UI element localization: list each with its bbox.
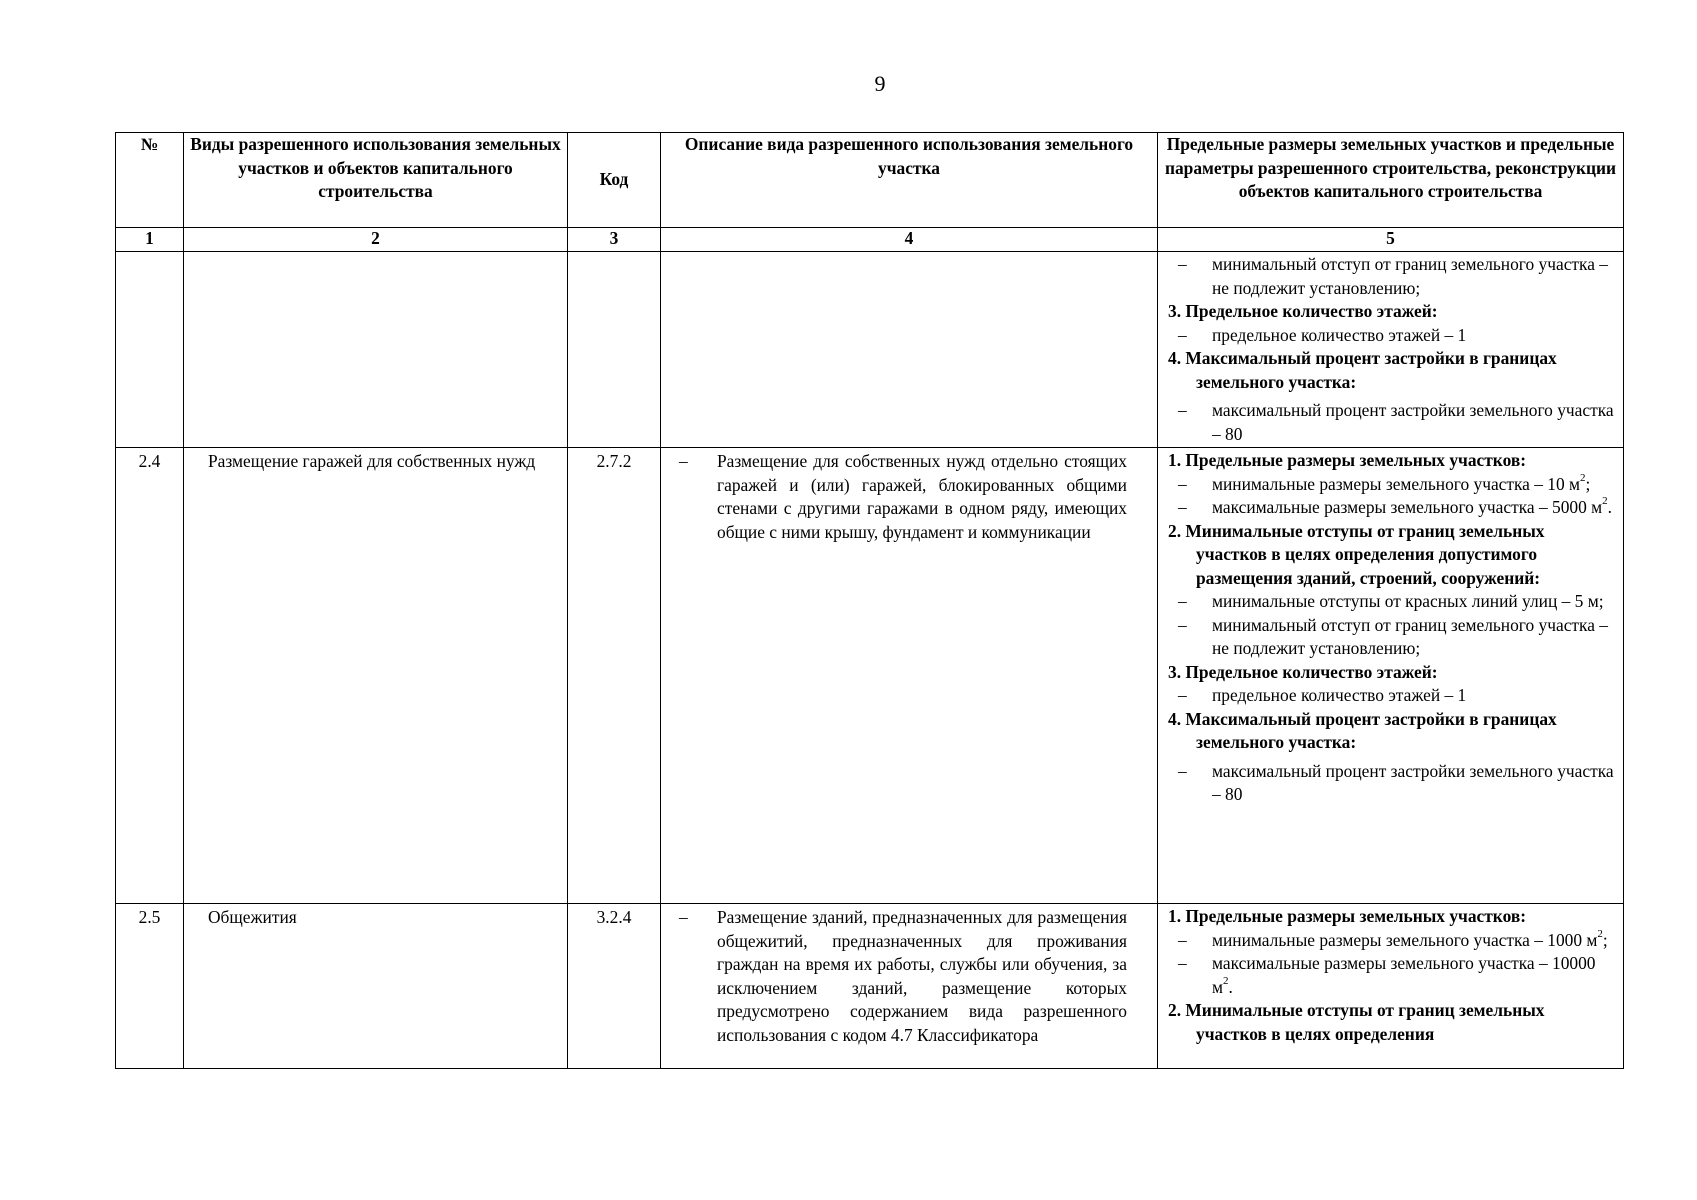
row-code: 2.7.2: [568, 448, 661, 904]
row-description: [661, 448, 1158, 904]
column-number: 3: [568, 228, 661, 252]
header-params: Предельные размеры земельных участков и предельные параметры разрешенного строительства, реконструкции объектов капитального строительства: [1158, 133, 1624, 228]
params-bullet: [1168, 684, 1617, 708]
params-bullet-text: предельное количество этажей – 1: [1212, 685, 1467, 705]
params-bullet: [1168, 324, 1617, 348]
params-bullet: [1168, 253, 1617, 300]
params-bullet-text: максимальный процент застройки земельного участка – 80: [1212, 400, 1614, 444]
dash-marker: –: [1178, 760, 1187, 781]
header-row: [116, 133, 1624, 228]
superscript: 2: [1602, 495, 1608, 508]
params-bullet-text: предельное количество этажей – 1: [1212, 324, 1467, 345]
params-section-title: 4. Максимальный процент застройки в границах земельного участка:: [1168, 708, 1557, 752]
header-description: Описание вида разрешенного использования земельного участка: [661, 133, 1158, 228]
superscript: 2: [1597, 927, 1603, 940]
params-bullet: [1168, 952, 1617, 999]
table-row: [116, 252, 1624, 448]
superscript: 2: [1580, 471, 1586, 484]
description-text: Размещение зданий, предназначенных для размещения общежитий, предназначенных для проживания граждан на время их работы, службы или обучения, за исключением зданий, размещение которых предусмотрено содержанием вида разрешенного использования с кодом 4.7 Классификатора: [717, 907, 1127, 1045]
column-number: 1: [116, 228, 184, 252]
params-bullet: [1168, 399, 1617, 446]
dash-marker: –: [1178, 953, 1187, 973]
params-section-title: 2. Минимальные отступы от границ земельных участков в целях определения: [1168, 1000, 1545, 1044]
dash-marker: –: [679, 451, 688, 471]
description-text: Размещение для собственных нужд отдельно стоящих гаражей и (или) гаражей, блокированных общими стенами с другими гаражами в одном ряду, имеющих общие с ними крышу, фундамент и коммуникации: [717, 451, 1127, 542]
row-params: [1158, 448, 1624, 904]
header-kind: Виды разрешенного использования земельных участков и объектов капитального строительства: [184, 133, 568, 228]
superscript: 2: [1223, 974, 1229, 987]
row-number: [116, 252, 184, 448]
params-section-title: 1. Предельные размеры земельных участков:: [1168, 906, 1527, 926]
params-bullet: [1168, 929, 1617, 953]
row-number: 2.5: [116, 904, 184, 1069]
params-bullet: [1168, 760, 1617, 807]
row-code: 3.2.4: [568, 904, 661, 1069]
params-bullet-text: максимальные размеры земельного участка – 5000 $м^2$.: [1212, 495, 1612, 517]
params-bullet-text: минимальные размеры земельного участка – 10 $м^2$;: [1212, 471, 1591, 494]
params-section-title: 4. Максимальный процент застройки в границах земельного участка:: [1168, 348, 1557, 392]
row-number: 2.4: [116, 448, 184, 904]
params-section-title: 2. Минимальные отступы от границ земельных участков в целях определения допустимого размещения зданий, строений, сооружений:: [1168, 520, 1545, 588]
column-number: 5: [1158, 228, 1624, 252]
page-number: 9: [874, 71, 886, 96]
params-bullet-text: максимальный процент застройки земельного участка – 80: [1212, 760, 1614, 804]
table-row: [116, 448, 1624, 904]
row-description: [661, 904, 1158, 1069]
params-bullet: [1168, 496, 1617, 520]
row-kind: Размещение гаражей для собственных нужд: [184, 448, 568, 904]
description-item: [669, 906, 1127, 1047]
params-bullet: [1168, 614, 1617, 661]
column-number-row: [116, 228, 1624, 252]
table-body: [116, 252, 1624, 1069]
params-section-title: 1. Предельные размеры земельных участков:: [1168, 450, 1527, 470]
dash-marker: –: [1178, 254, 1187, 274]
column-number: 4: [661, 228, 1158, 252]
params-bullet-text: минимальные отступы от красных линий улиц – 5 м;: [1212, 591, 1604, 611]
dash-marker: –: [1178, 685, 1187, 705]
header-code: Код: [568, 133, 661, 228]
params-bullet-text: минимальные размеры земельного участка – 1000 $м^2$;: [1212, 927, 1608, 950]
row-params: [1158, 252, 1624, 448]
row-kind: Общежития: [184, 904, 568, 1069]
column-number: 2: [184, 228, 568, 252]
params-bullet-text: максимальные размеры земельного участка – 10000 $м^2$.: [1212, 953, 1596, 997]
params-bullet-text: минимальный отступ от границ земельного участка – не подлежит установлению;: [1212, 254, 1608, 298]
dash-marker: –: [1178, 324, 1187, 345]
dash-marker: –: [1178, 591, 1187, 611]
dash-marker: –: [1178, 473, 1187, 494]
dash-marker: –: [1178, 614, 1187, 635]
dash-marker: –: [1178, 929, 1187, 950]
row-description: [661, 252, 1158, 448]
row-code: [568, 252, 661, 448]
dash-marker: –: [1178, 497, 1187, 517]
regulations-table: [115, 132, 1624, 1069]
params-bullet: [1168, 590, 1617, 614]
row-kind: [184, 252, 568, 448]
params-section-title: 3. Предельное количество этажей:: [1168, 301, 1438, 321]
dash-marker: –: [679, 907, 688, 927]
params-bullet-text: минимальный отступ от границ земельного участка – не подлежит установлению;: [1212, 614, 1608, 658]
table-row: [116, 904, 1624, 1069]
row-params: [1158, 904, 1624, 1069]
dash-marker: –: [1178, 400, 1187, 420]
description-item: [669, 450, 1127, 544]
params-bullet: [1168, 473, 1617, 497]
header-number: №: [116, 133, 184, 228]
params-section-title: 3. Предельное количество этажей:: [1168, 661, 1438, 682]
